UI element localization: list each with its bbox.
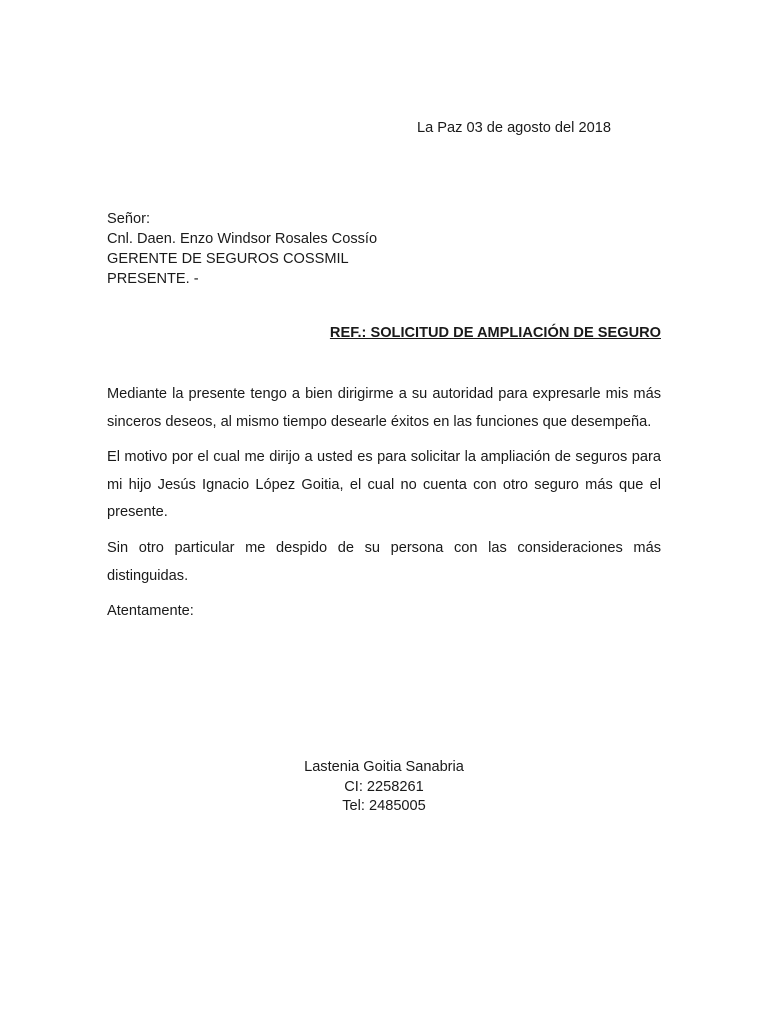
- recipient-block: [107, 209, 377, 289]
- signer-tel: Tel: 2485005: [342, 798, 426, 814]
- recipient-name: Cnl. Daen. Enzo Windsor Rosales Cossío: [107, 231, 378, 247]
- signer-ci: CI: 2258261: [344, 778, 424, 795]
- body-paragraph-2: El motivo por el cual me dirijo a usted es para solicitar la ampliación de seguros para mi hijo Jesús Ignacio López Goitia, el cual no cuenta con otro seguro más que el presente.: [107, 449, 661, 520]
- recipient-position: GERENTE DE SEGUROS COSSMIL: [107, 251, 349, 267]
- closing-line: Atentamente:: [107, 603, 194, 619]
- date-line: La Paz 03 de agosto del 2018: [417, 120, 611, 136]
- signature-block: [234, 758, 534, 817]
- recipient-presente: PRESENTE. -: [107, 271, 199, 287]
- body-paragraph-1: Mediante la presente tengo a bien dirigirme a su autoridad para expresarle mis más sinceros deseos, al mismo tiempo desearle éxitos en las funciones que desempeña.: [107, 386, 661, 430]
- signer-name: Lastenia Goitia Sanabria: [304, 759, 464, 775]
- body-paragraph-3: Sin otro particular me despido de su persona con las consideraciones más distinguidas.: [107, 540, 661, 584]
- salutation: Señor:: [107, 211, 150, 227]
- reference-line: REF.: SOLICITUD DE AMPLIACIÓN DE SEGURO: [329, 325, 661, 341]
